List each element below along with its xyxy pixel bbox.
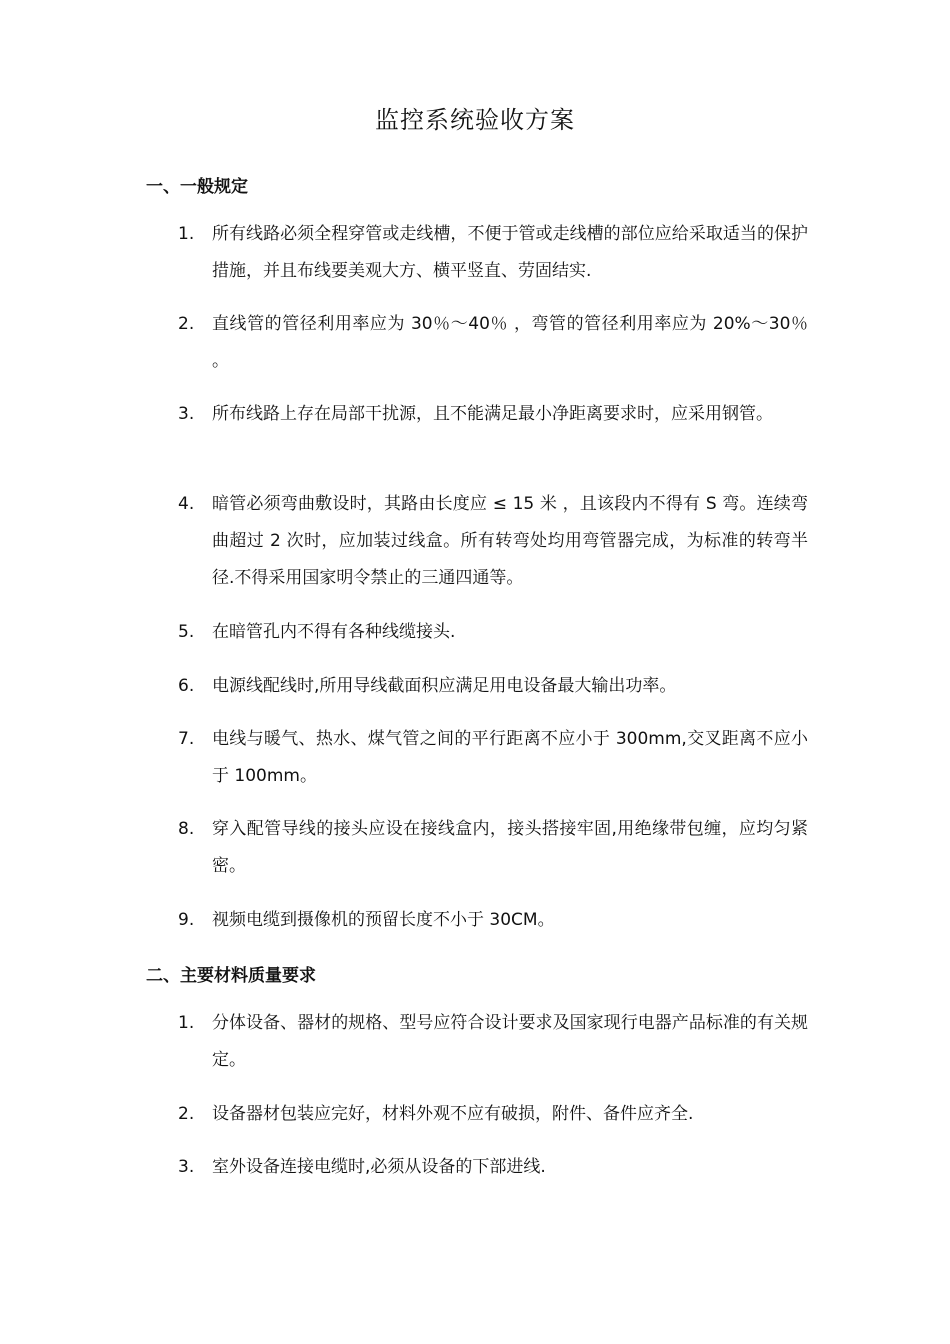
list-item-number: 1. — [178, 224, 195, 244]
list-item-number: 5. — [178, 622, 195, 642]
section-heading-general: 一、一般规定 — [146, 177, 248, 197]
list-item-number: 1. — [178, 1013, 195, 1033]
list-item-text: 穿入配管导线的接头应设在接线盒内，接头搭接牢固,用绝缘带包缠，应均匀紧密。 — [212, 819, 808, 876]
list-item-text: 所布线路上存在局部干扰源，且不能满足最小净距离要求时，应采用钢管。 — [212, 404, 773, 424]
list-item-text: 电源线配线时,所用导线截面积应满足用电设备最大输出功率。 — [212, 676, 677, 696]
list-item-text: 暗管必须弯曲敷设时，其路由长度应 ≤ 15 米 ，且该段内不得有 S 弯。连续弯曲超过 2 次时，应加装过线盒。所有转弯处均用弯管器完成，为标准的转弯半径.不得采用国家明令禁止的三通四通等。 — [212, 494, 808, 588]
list-item-number: 3. — [178, 1157, 195, 1177]
list-item-text: 设备器材包装应完好，材料外观不应有破损，附件、备件应齐全. — [212, 1104, 694, 1124]
list-item-text: 直线管的管径利用率应为 30％～40％ ，弯管的管径利用率应为 20%～30％ 。 — [212, 314, 808, 371]
list-item-number: 7. — [178, 729, 195, 749]
list-item-number: 4. — [178, 494, 195, 514]
list-item-number: 3. — [178, 404, 195, 424]
list-item-text: 在暗管孔内不得有各种线缆接头. — [212, 622, 456, 642]
list-item-text: 室外设备连接电缆时,必须从设备的下部进线. — [212, 1157, 546, 1177]
section-heading-materials: 二、主要材料质量要求 — [146, 966, 316, 986]
list-item-number: 6. — [178, 676, 195, 696]
list-item-number: 2. — [178, 1104, 195, 1124]
list-item-number: 9. — [178, 910, 195, 930]
list-item-text: 视频电缆到摄像机的预留长度不小于 30CM。 — [212, 910, 555, 930]
list-item-number: 8. — [178, 819, 195, 839]
list-item-text: 分体设备、器材的规格、型号应符合设计要求及国家现行电器产品标准的有关规定。 — [212, 1013, 808, 1070]
list-item-text: 电线与暖气、热水、煤气管之间的平行距离不应小于 300mm,交叉距离不应小于 100mm。 — [212, 729, 808, 786]
list-item-number: 2. — [178, 314, 195, 334]
list-item-text: 所有线路必须全程穿管或走线槽，不便于管或走线槽的部位应给采取适当的保护措施，并且布线要美观大方、横平竖直、劳固结实. — [212, 224, 808, 281]
document-title: 监控系统验收方案 — [375, 106, 575, 134]
